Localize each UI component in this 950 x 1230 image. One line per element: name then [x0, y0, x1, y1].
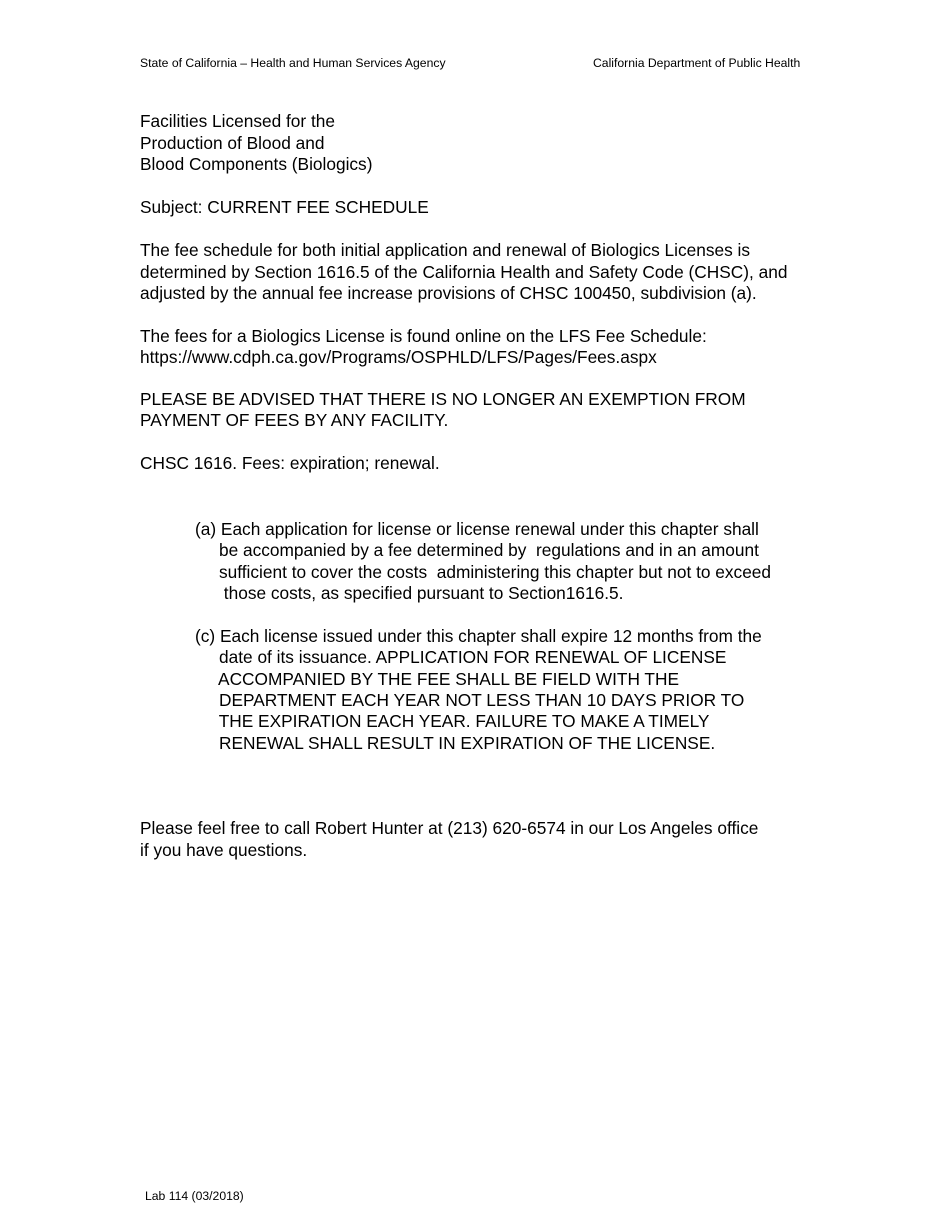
online-line: The fees for a Biologics License is found online on the LFS Fee Schedule:	[140, 326, 707, 346]
addressee-line: Blood Components (Biologics)	[140, 154, 373, 174]
advisory-line: PLEASE BE ADVISED THAT THERE IS NO LONGER AN EXEMPTION FROM	[140, 389, 746, 409]
clause-a-line: (a) Each application for license or license renewal under this chapter shall	[195, 519, 759, 539]
statute-heading: CHSC 1616. Fees: expiration; renewal.	[140, 453, 440, 473]
clause-c-line: RENEWAL SHALL RESULT IN EXPIRATION OF THE LICENSE.	[195, 733, 716, 753]
header-department: California Department of Public Health	[593, 56, 801, 70]
clause-a-line: those costs, as specified pursuant to Section1616.5.	[195, 583, 624, 603]
fee-schedule-url: https://www.cdph.ca.gov/Programs/OSPHLD/LFS/Pages/Fees.aspx	[140, 347, 657, 367]
intro-line: The fee schedule for both initial application and renewal of Biologics Licenses is	[140, 240, 751, 260]
intro-line: adjusted by the annual fee increase provisions of CHSC 100450, subdivision (a).	[140, 283, 757, 303]
contact-line: if you have questions.	[140, 840, 308, 860]
clause-c-line: (c) Each license issued under this chapter shall expire 12 months from the	[195, 626, 762, 646]
advisory-line: PAYMENT OF FEES BY ANY FACILITY.	[140, 410, 449, 430]
header-agency: State of California – Health and Human Services Agency	[140, 56, 446, 70]
clause-c-line: DEPARTMENT EACH YEAR NOT LESS THAN 10 DAYS PRIOR TO	[195, 690, 745, 710]
clause-a-line: be accompanied by a fee determined by regulations and in an amount	[195, 540, 759, 560]
form-number-footer: Lab 114 (03/2018)	[145, 1189, 244, 1203]
contact-line: Please feel free to call Robert Hunter at (213) 620-6574 in our Los Angeles office	[140, 818, 759, 838]
intro-line: determined by Section 1616.5 of the California Health and Safety Code (CHSC), and	[140, 262, 788, 282]
subject-line: Subject: CURRENT FEE SCHEDULE	[140, 197, 429, 217]
clause-a-line: sufficient to cover the costs administering this chapter but not to exceed	[195, 562, 772, 582]
clause-c-line: THE EXPIRATION EACH YEAR. FAILURE TO MAKE A TIMELY	[195, 711, 710, 731]
addressee-line: Production of Blood and	[140, 133, 325, 153]
clause-c-line: ACCOMPANIED BY THE FEE SHALL BE FIELD WITH THE	[195, 669, 679, 689]
addressee-line: Facilities Licensed for the	[140, 111, 335, 131]
clause-c-line: date of its issuance. APPLICATION FOR RENEWAL OF LICENSE	[195, 647, 727, 667]
